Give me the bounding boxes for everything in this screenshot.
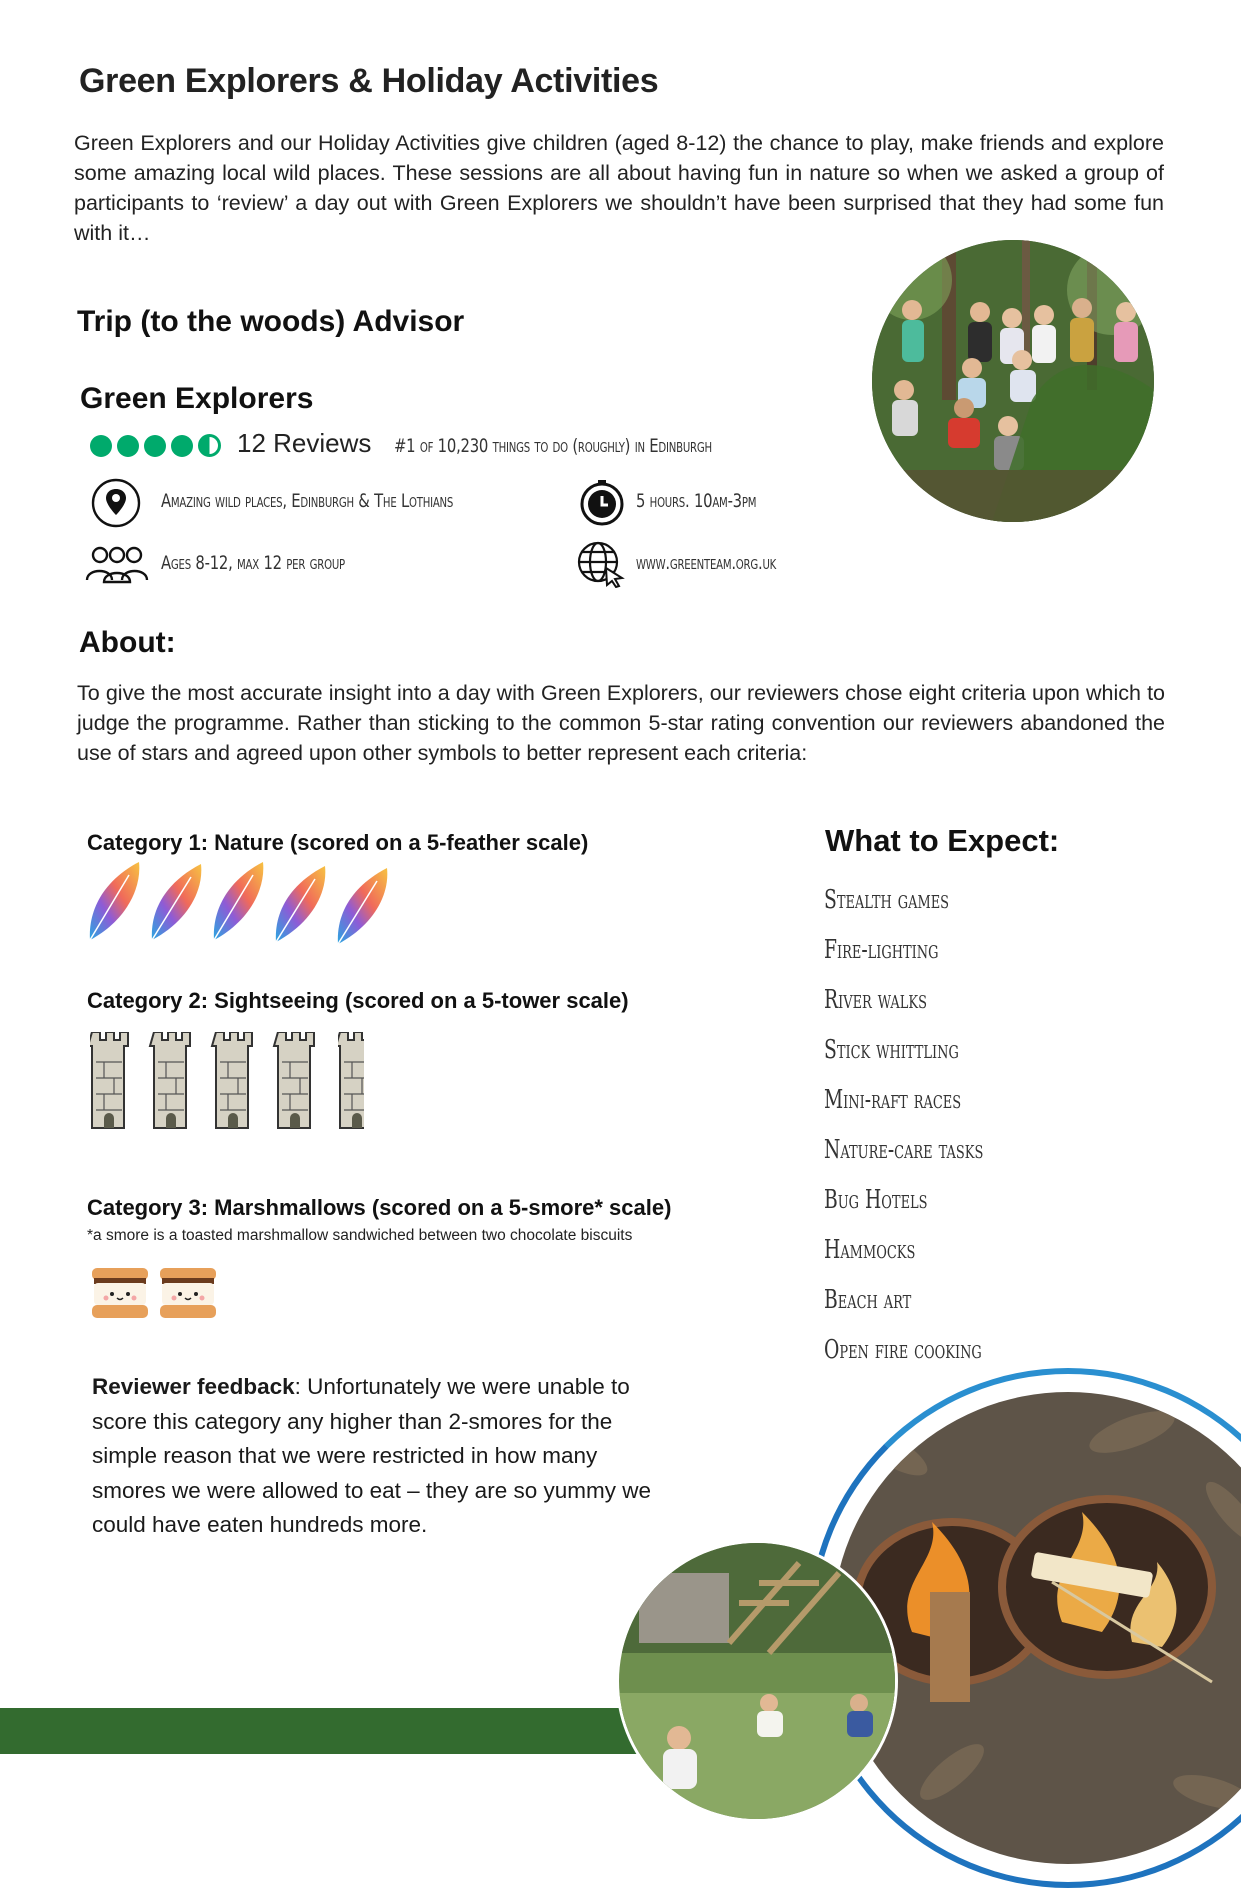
page-title: Green Explorers & Holiday Activities <box>79 62 659 100</box>
expect-item: Beach art <box>824 1285 912 1315</box>
rating-bubble <box>144 435 166 457</box>
expect-item: River walks <box>824 985 927 1015</box>
group-text: Ages 8-12, max 12 per group <box>161 552 345 574</box>
category-2-title: Category 2: Sightseeing (scored on a 5-tower scale) <box>87 988 629 1013</box>
smore-icon <box>92 1268 148 1318</box>
expect-item: Stick whittling <box>824 1035 959 1065</box>
group-icon <box>84 544 150 589</box>
smore-rating <box>92 1266 222 1327</box>
children-photo <box>616 1540 898 1822</box>
feather-icon <box>276 866 325 942</box>
location-pin-icon <box>90 477 142 534</box>
listing-name: Green Explorers <box>80 382 314 415</box>
stopwatch-icon <box>577 477 627 532</box>
expect-item: Bug Hotels <box>824 1185 928 1215</box>
rating-bubble <box>171 435 193 457</box>
expect-item: Fire-lighting <box>824 935 939 965</box>
group-photo <box>872 240 1154 522</box>
category-1-title: Category 1: Nature (scored on a 5-feather scale) <box>87 830 589 855</box>
feather-icon <box>152 864 201 940</box>
tower-rating <box>90 1032 380 1137</box>
feather-icon <box>214 862 263 940</box>
rating-bubble <box>117 435 139 457</box>
expect-item: Hammocks <box>824 1235 916 1265</box>
rating-bubbles <box>90 434 226 457</box>
about-heading: About: <box>79 626 176 659</box>
expect-item: Mini-raft races <box>824 1085 962 1115</box>
expect-item: Nature-care tasks <box>824 1135 984 1165</box>
category-3-title: Category 3: Marshmallows (scored on a 5-smore* scale) <box>87 1195 672 1220</box>
rating-bubble <box>90 435 112 457</box>
tower-icon <box>274 1032 314 1128</box>
smore-icon <box>160 1268 216 1318</box>
review-count: 12 Reviews <box>237 428 372 458</box>
intro-paragraph: Green Explorers and our Holiday Activities give children (aged 8-12) the chance to play, make friends and explore some amazing local wild places. These sessions are all about having fun in nature so when we asked a group of participants to ‘review’ a day out with Green Explorers we shouldn’t have been surprised that they had some fun with it… <box>74 131 1164 245</box>
feather-icon <box>90 862 139 940</box>
feedback-text: : Unfortunately we were unable to score this category any higher than 2-smores for the simple reason that we were restricted in how many smores we were allowed to eat – they are so yummy we could have eaten hundreds more. <box>92 1374 651 1537</box>
expect-item: Stealth games <box>824 885 950 915</box>
tower-icon <box>150 1032 190 1128</box>
duration-text: 5 hours. 10am-3pm <box>636 490 757 512</box>
expect-item: Open fire cooking <box>824 1335 982 1365</box>
feedback-label: Reviewer feedback <box>92 1374 295 1399</box>
globe-cursor-icon <box>576 540 626 593</box>
reviewer-feedback <box>92 1370 652 1543</box>
section-title: Trip (to the woods) Advisor <box>77 305 465 338</box>
rating-bubble-half <box>198 434 221 457</box>
about-text: To give the most accurate insight into a day with Green Explorers, our reviewers chose eight criteria upon which to judge the programme. Rather than sticking to the common 5-star rating convention our reviewers abandoned the use of stars and agreed upon other symbols to better represent each criteria: <box>77 681 1165 765</box>
tower-icon <box>90 1032 128 1128</box>
feather-icon <box>338 868 387 944</box>
tower-icon <box>212 1032 252 1128</box>
ranking-text: #1 of 10,230 things to do (roughly) in Edinburgh <box>394 435 712 457</box>
location-text: Amazing wild places, Edinburgh & The Lothians <box>161 490 454 512</box>
footer-bar <box>0 1708 640 1754</box>
expect-heading: What to Expect: <box>825 823 1060 858</box>
website-link[interactable]: www.greenteam.org.uk <box>636 552 777 574</box>
tower-icon-half <box>336 1032 376 1128</box>
smore-footnote: *a smore is a toasted marshmallow sandwiched between two chocolate biscuits <box>87 1227 633 1244</box>
feather-rating <box>84 860 404 950</box>
